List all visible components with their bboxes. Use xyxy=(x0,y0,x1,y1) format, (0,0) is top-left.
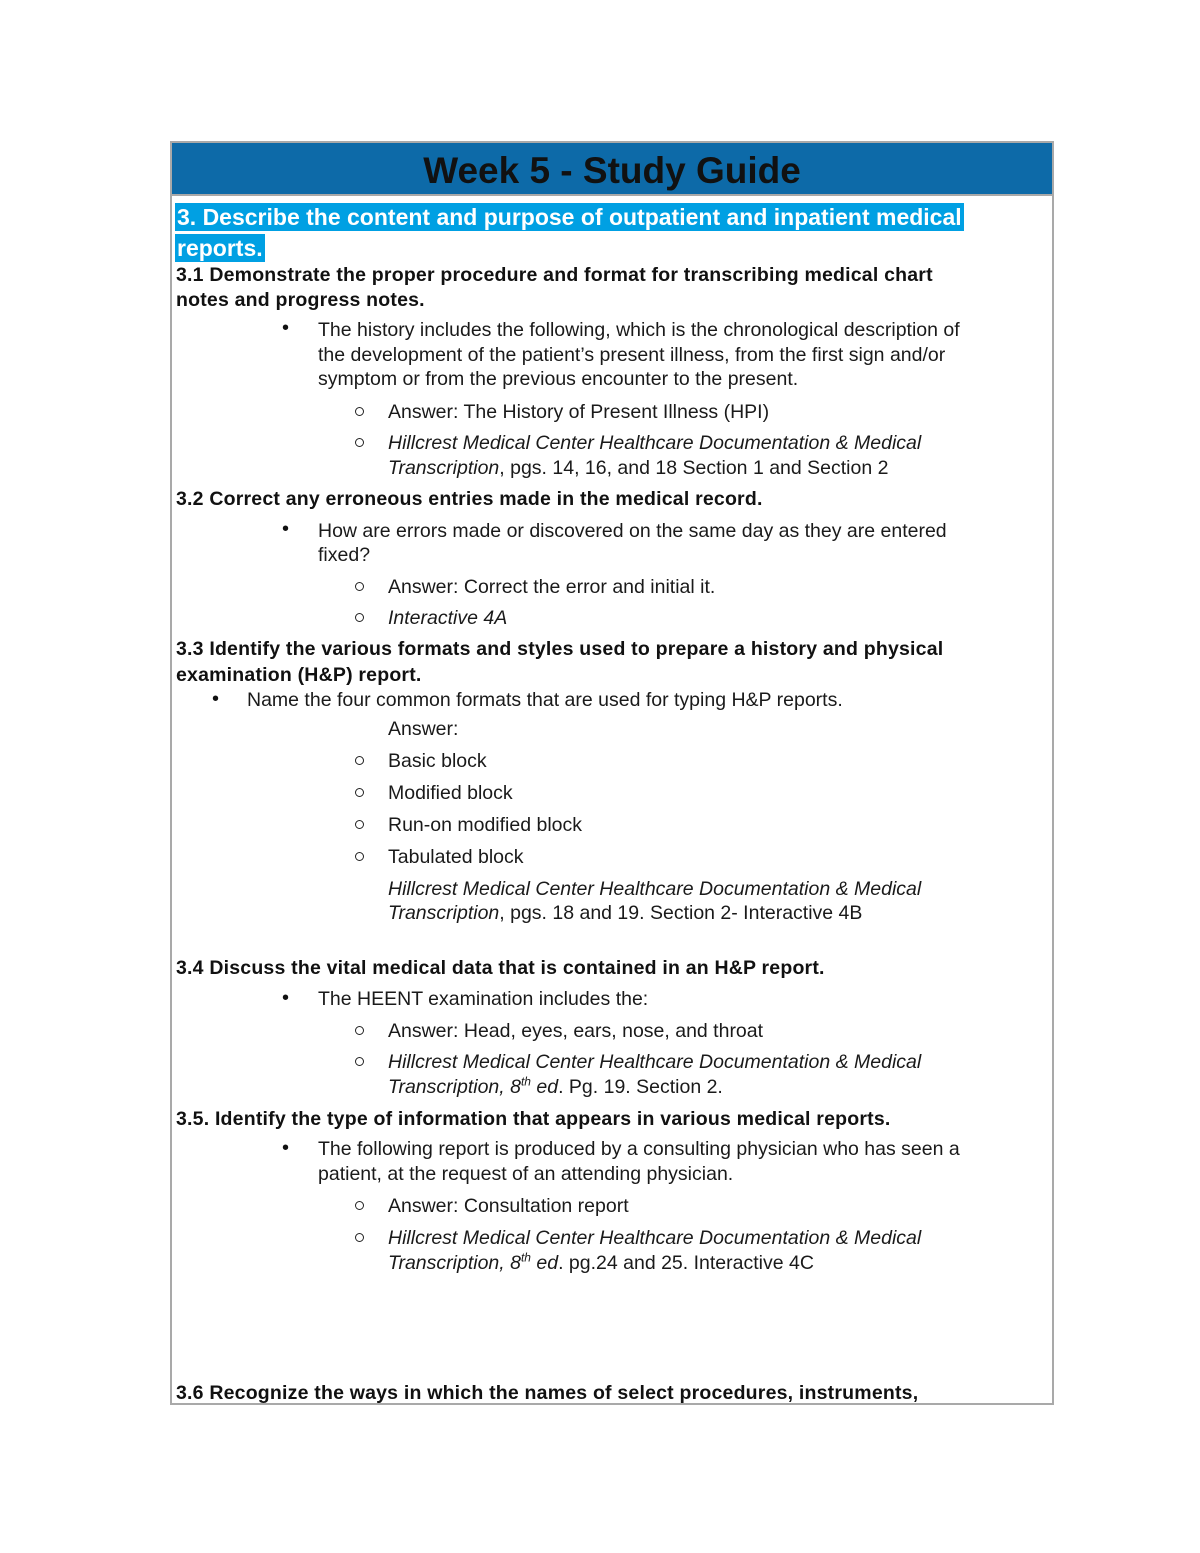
reference-3-5: Hillcrest Medical Center Healthcare Documentation & Medical xyxy=(388,1227,922,1249)
objective-3-3-heading: 3.3 Identify the various formats and styles used to prepare a history and physical xyxy=(176,638,944,660)
reference-3-5-cont: Transcription, 8th ed. pg.24 and 25. Interactive 4C xyxy=(388,1250,814,1274)
answer-3-2: Answer: Correct the error and initial it. xyxy=(388,576,716,598)
circle-bullet-icon xyxy=(355,613,364,622)
objective-3-1-heading-cont: notes and progress notes. xyxy=(176,289,425,311)
circle-bullet-icon xyxy=(355,820,364,829)
reference-3-1-cont: Transcription, pgs. 14, 16, and 18 Section 1 and Section 2 xyxy=(388,457,889,479)
circle-bullet-icon xyxy=(355,1233,364,1242)
question-3-1: The history includes the following, which is the chronological description of xyxy=(318,319,960,341)
section-3-heading-line-2: reports. xyxy=(177,235,263,261)
section-3-heading-line-1: 3. Describe the content and purpose of outpatient and inpatient medical xyxy=(177,204,962,230)
question-3-2: How are errors made or discovered on the same day as they are entered xyxy=(318,520,947,542)
objective-3-2-heading: 3.2 Correct any erroneous entries made in the medical record. xyxy=(176,488,763,510)
study-guide-table xyxy=(170,141,1054,1405)
reference-3-1: Hillcrest Medical Center Healthcare Documentation & Medical xyxy=(388,432,922,454)
circle-bullet-icon xyxy=(355,788,364,797)
answer-3-1: Answer: The History of Present Illness (HPI) xyxy=(388,401,770,423)
reference-3-4-cont: Transcription, 8th ed. Pg. 19. Section 2. xyxy=(388,1074,723,1098)
circle-bullet-icon xyxy=(355,407,364,416)
page-title: Week 5 - Study Guide xyxy=(423,150,801,191)
format-item: Tabulated block xyxy=(388,846,524,868)
answer-3-5: Answer: Consultation report xyxy=(388,1195,629,1217)
bullet-icon: • xyxy=(282,317,290,339)
bullet-icon: • xyxy=(282,987,290,1009)
format-item: Run-on modified block xyxy=(388,814,583,836)
bullet-icon: • xyxy=(282,1137,290,1159)
circle-bullet-icon xyxy=(355,1026,364,1035)
objective-3-5-heading: 3.5. Identify the type of information that appears in various medical reports. xyxy=(176,1108,891,1130)
question-3-4: The HEENT examination includes the: xyxy=(318,988,649,1010)
objective-3-6-heading: 3.6 Recognize the ways in which the names of select procedures, instruments, xyxy=(176,1382,919,1404)
question-3-3: Name the four common formats that are used for typing H&P reports. xyxy=(247,689,843,711)
reference-3-2: Interactive 4A xyxy=(388,607,508,629)
objective-3-3-heading-cont: examination (H&P) report. xyxy=(176,664,422,686)
circle-bullet-icon xyxy=(355,438,364,447)
objective-3-1-heading: 3.1 Demonstrate the proper procedure and format for transcribing medical chart xyxy=(176,264,933,286)
circle-bullet-icon xyxy=(355,582,364,591)
question-3-1-cont: the development of the patient’s present illness, from the first sign and/or xyxy=(318,344,946,366)
question-3-5: The following report is produced by a consulting physician who has seen a xyxy=(318,1138,960,1160)
objective-3-4-heading: 3.4 Discuss the vital medical data that is contained in an H&P report. xyxy=(176,957,825,979)
answer-3-4: Answer: Head, eyes, ears, nose, and throat xyxy=(388,1020,764,1042)
reference-3-4: Hillcrest Medical Center Healthcare Documentation & Medical xyxy=(388,1051,922,1073)
question-3-2-cont: fixed? xyxy=(318,544,371,566)
title-cell xyxy=(172,143,1052,196)
circle-bullet-icon xyxy=(355,1057,364,1066)
reference-3-3: Hillcrest Medical Center Healthcare Documentation & Medical xyxy=(388,878,922,900)
circle-bullet-icon xyxy=(355,1201,364,1210)
question-3-1-cont: symptom or from the previous encounter to the present. xyxy=(318,368,799,390)
bullet-icon: • xyxy=(212,688,220,710)
question-3-5-cont: patient, at the request of an attending physician. xyxy=(318,1163,734,1185)
circle-bullet-icon xyxy=(355,756,364,765)
reference-3-3-cont: Transcription, pgs. 18 and 19. Section 2- Interactive 4B xyxy=(388,902,863,924)
circle-bullet-icon xyxy=(355,852,364,861)
bullet-icon: • xyxy=(282,518,290,540)
format-item: Basic block xyxy=(388,750,487,772)
format-item: Modified block xyxy=(388,782,513,804)
answer-label-3-3: Answer: xyxy=(388,718,459,740)
